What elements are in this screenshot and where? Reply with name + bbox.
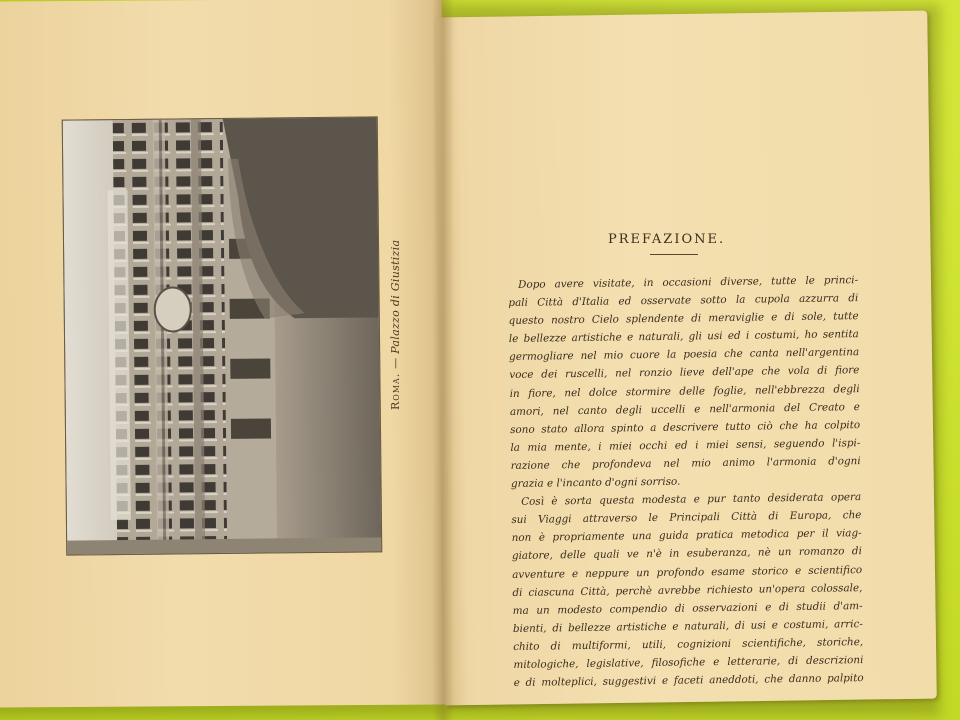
text-line: germogliare nel mio cuore la poesia che canta nell'argentina [509, 346, 860, 364]
text-line: Dopo avere visitate, in occasioni diverse, tutte le princi- [518, 274, 859, 291]
text-line: giatore, delle quali ve n'è in esuberanza, nè un romanzo di [511, 545, 862, 563]
photo-plate [62, 116, 383, 555]
text-line: bienti, di bellezze artistiche e naturali, di usi e costumi, arric- [512, 617, 863, 635]
text-line: grazia e l'incanto d'ogni sorriso. [510, 475, 681, 491]
caption-place: Palazzo di Giustizia [389, 239, 402, 354]
title-rule [650, 254, 698, 255]
text-line: e di molteplici, suggestivi e faceti aneddoti, che danno palpito [513, 672, 864, 690]
text-line: razione che profondeva nel mio animo l'armonia d'ogni [510, 455, 861, 472]
text-line: sui Viaggi attraverso le Principali Città di Europa, che [511, 509, 862, 527]
text-line: pali Città d'Italia ed osservate sotto la cupola azzurra di [508, 292, 859, 310]
photo-caption [389, 239, 409, 410]
caption-separator: — [389, 357, 402, 369]
text-line: ma un modesto compendio di osservazioni e di studii d'am- [512, 599, 863, 617]
text-line: amori, nel canto degli uccelli e nell'armonia del Creato e [509, 400, 860, 418]
text-line: la mia mente, i miei occhi ed i miei sensi, seguendo l'ispi- [510, 436, 861, 454]
text-line: mitologiche, legislative, filosofiche e letterarie, di descrizioni [513, 654, 864, 671]
palazzo-photo [63, 117, 382, 554]
text-line: di ciascuna Città, perchè avrebbe richiesto un'opera colossale, [512, 581, 863, 599]
text-line: Così è sorta questa modesta e pur tanto desiderata opera [521, 491, 862, 508]
text-line: chito di multiformi, utili, cognizioni scientifiche, storiche, [513, 635, 864, 653]
book-gutter [432, 0, 454, 720]
text-line: voce dei ruscelli, nel ronzio lieve dell'ape che vola di fiore [509, 364, 860, 382]
text-line: non è propriamente una guida pratica metodica per il viag- [511, 527, 862, 545]
page-title: PREFAZIONE. [608, 232, 726, 247]
text-line: le bellezze artistiche e naturali, gli usi ed i costumi, ho sentita [508, 328, 859, 346]
preface-text [508, 271, 864, 692]
text-line: in fiore, nel dolce stormire delle foglie, nell'ebbrezza degli [509, 382, 860, 400]
text-line: avventure e neppure un profondo esame storico e scientifico [512, 563, 863, 581]
text-line: questo nostro Cielo splendente di meraviglie e di sole, tutte [508, 310, 859, 328]
caption-city: Roma. [389, 372, 402, 410]
text-line: sono stato allora spinto a descrivere tutto ciò che ha colpito [510, 418, 861, 436]
